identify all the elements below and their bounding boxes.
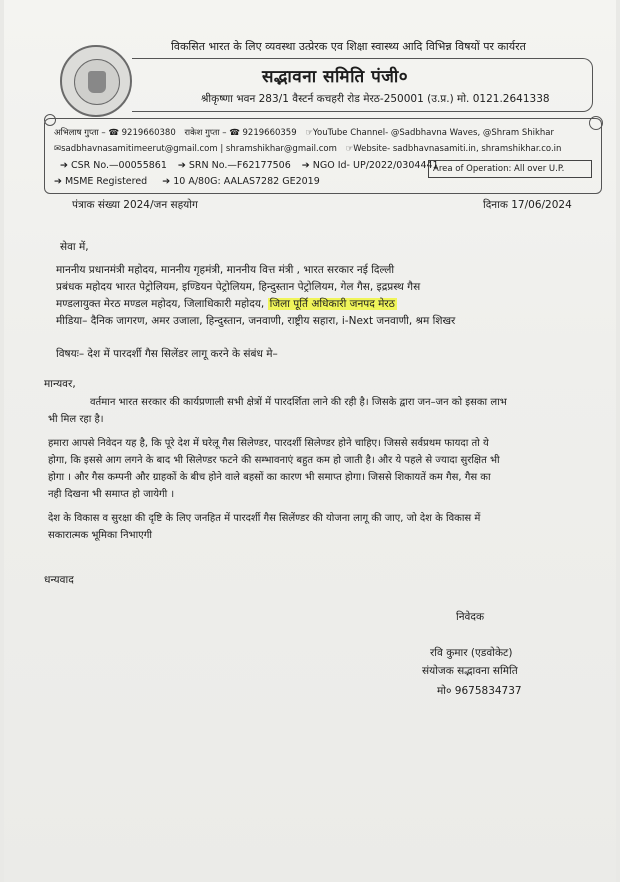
addressee-heading: सेवा में, <box>60 241 89 253</box>
body-line: भी मिल रहा है। <box>48 414 104 425</box>
youtube-channel: ☞YouTube Channel- @Sadbhavna Waves, @Shram Shikhar <box>305 128 554 138</box>
website-link: ☞Website- sadbhavnasamiti.in, shramshikhar.co.in <box>345 144 562 154</box>
addressee-line <box>56 297 397 311</box>
addressee-line: मीडिया– दैनिक जागरण, अमर उजाला, हिन्दुस्तान, जनवाणी, राष्ट्रीय सहारा, i-Next जनवाणी, श्रम शिखर <box>56 315 456 327</box>
highlighted-addressee: जिला पूर्ति अधिकारी जनपद मेरठ <box>269 298 395 310</box>
letter-subject: विषयः– देश में पारदर्शी गैस सिलेंडर लागू करने के संबंध मे– <box>56 348 278 360</box>
decorative-ring-icon <box>44 114 56 126</box>
body-line: होगा । और गैस कम्पनी और ग्राहकों के बीच होने वाले बहसों का कारण भी समाप्त होगा। जिससे शिकायतें कम गैस, गैस का <box>48 472 491 483</box>
signatory-name: रवि कुमार (एडवोकेट) <box>430 647 513 659</box>
contact-name-2: राकेश गुप्ता <box>184 128 220 138</box>
addressee-line: प्रबंधक महोदय भारत पेट्रोलियम, इण्डियन पेट्रोलियम, हिन्दुस्तान पेट्रोलियम, गेल गैस, इद्रप्रस्थ गैस <box>56 281 421 293</box>
body-line: नही दिखना भी समाप्त हो जायेगी । <box>48 489 175 500</box>
body-line: देश के विकास व सुरक्षा की दृष्टि के लिए जनहित में पारदर्शी गैस सिलेंण्डर की योजना लागू की जाए, जो देश के विकास में <box>48 513 481 524</box>
tax-exemption: ➔ 10 A/80G: AALAS7282 GE2019 <box>162 176 320 187</box>
contact-phone-1: ☎ 9219660380 <box>108 128 176 138</box>
organization-name: सद्भावना समिति पंजी० <box>262 67 409 87</box>
contact-row-web <box>54 144 561 154</box>
body-line: हमारा आपसे निवेदन यह है, कि पूरे देश में घरेलू गैस सिलेण्डर, पारदर्शी सिलेण्डर होने चाहिए। जिससे सर्वप्रथम फायदा तो ये <box>48 438 489 449</box>
body-line: होगा, कि इससे आग लगने के बाद भी सिलेण्डर फटने की सम्भावनाएं बहुत कम हो जाती है। और ये पहले से ज्यादा सुरक्षित भी <box>48 455 500 466</box>
csr-number: ➔ CSR No.—00055861 <box>60 160 167 171</box>
body-line: वर्तमान भारत सरकार की कार्यप्रणाली सभी क्षेत्रों में पारदर्शिता लाने की रही है। जिसके द्वारा जन–जन को इसका लाभ <box>90 397 507 408</box>
salutation: मान्यवर, <box>44 378 76 390</box>
letter-date: दिनाक 17/06/2024 <box>483 199 572 211</box>
contact-phone-2: – ☎ 9219660359 <box>222 128 297 138</box>
signatory-mobile: मो० 9675834737 <box>437 685 522 697</box>
body-line: सकारात्मक भूमिका निभाएगी <box>48 530 152 541</box>
ngo-id: ➔ NGO Id- UP/2022/0304441 <box>301 160 439 171</box>
msme-status: ➔ MSME Registered <box>54 176 148 187</box>
email-addresses: ✉sadbhavnasamitimeerut@gmail.com | shramshikhar@gmail.com <box>54 144 337 154</box>
contact-name-1: अभिलाष गुप्ता – <box>54 128 106 138</box>
registration-row-1 <box>60 160 439 171</box>
srn-number: ➔ SRN No.—F62177506 <box>177 160 291 171</box>
decorative-ring-icon <box>589 116 603 130</box>
organization-logo <box>60 45 132 117</box>
signatory-label: निवेदक <box>456 611 485 623</box>
letterhead-tagline: विकसित भारत के लिए व्यवस्था उत्प्रेरक एव शिक्षा स्वास्थ्य आदि विभिन्न विषयों पर कार्यरत <box>171 40 526 53</box>
addressee-line: माननीय प्रधानमंत्री महोदय, माननीय गृहमंत्री, माननीय वित्त मंत्री , भारत सरकार नई दिल्ली <box>56 264 395 276</box>
letter-page <box>4 0 616 882</box>
closing-thanks: धन्यवाद <box>44 574 74 586</box>
organization-address: श्रीकृष्णा भवन 283/1 वैस्टर्न कचहरी रोड मेरठ-250001 (उ.प्र.) मो. 0121.2641338 <box>201 93 550 105</box>
addressee-officials: मण्डलायुक्त मेरठ मण्डल महोदय, जिलाधिकारी महोदय, <box>56 298 265 310</box>
reference-number: पंत्राक संख्या 2024/जन सहयोग <box>72 199 198 211</box>
contact-row-phones <box>54 127 554 138</box>
signatory-designation: संयोजक सद्भावना समिति <box>422 665 518 677</box>
registration-row-2 <box>54 176 320 187</box>
area-of-operation: Area of Operation: All over U.P. <box>428 160 592 178</box>
